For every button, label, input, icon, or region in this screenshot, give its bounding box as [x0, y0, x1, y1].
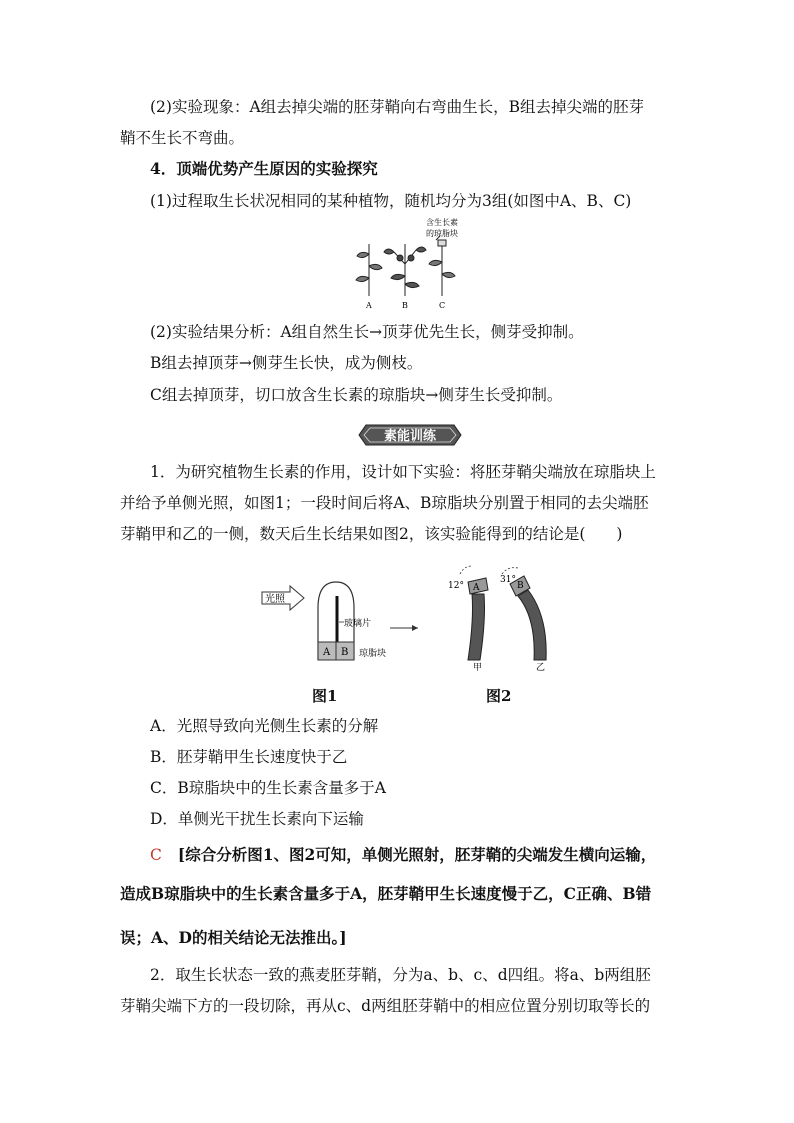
- glass-label: 玻璃片: [344, 619, 372, 629]
- plant-experiment-figure: [350, 214, 470, 314]
- section4-step2: (2)实验结果分析：A组自然生长→顶芽优先生长，侧芽受抑制。: [150, 323, 584, 341]
- figure-2-caption: 图2: [486, 687, 512, 705]
- agar-block-label-2: 的琼脂块: [426, 229, 458, 238]
- coleoptile-jia: [468, 594, 485, 660]
- fig2-block-b-label: B: [517, 581, 524, 591]
- light-label: 光照: [265, 594, 285, 605]
- answer-letter: C: [150, 846, 162, 864]
- q1-line1: 1．为研究植物生长素的作用，设计如下实验：将胚芽鞘尖端放在琼脂块上: [150, 463, 656, 481]
- angle-b-label: 31°: [500, 575, 516, 585]
- q1-line3: 芽鞘甲和乙的一侧，数天后生长结果如图2，该实验能得到的结论是( ): [120, 525, 623, 543]
- plant-label-a: A: [366, 301, 372, 310]
- fig2-block-a-label: A: [473, 583, 480, 593]
- section4-step2-b: B组去掉顶芽→侧芽生长快，成为侧枝。: [150, 354, 423, 372]
- experiment-phenomenon-line2: 鞘不生长不弯曲。: [120, 129, 245, 147]
- figure-2: [430, 560, 560, 676]
- q1-line2: 并给予单侧光照，如图1；一段时间后将A、B琼脂块分别置于相同的去尖端胚: [120, 494, 649, 512]
- section4-step2-c: C组去掉顶芽，切口放含生长素的琼脂块→侧芽生长受抑制。: [150, 386, 563, 404]
- answer-line2: 造成B琼脂块中的生长素含量多于A，胚芽鞘甲生长速度慢于乙，C正确、B错: [120, 884, 652, 903]
- q2-line2: 芽鞘尖端下方的一段切除，再从c、d两组胚芽鞘中的相应位置分别切取等长的: [120, 997, 651, 1015]
- section4-step1: (1)过程取生长状况相同的某种植物，随机均分为3组(如图中A、B、C): [150, 192, 632, 210]
- label-jia: 甲: [473, 663, 483, 673]
- experiment-phenomenon-line1: (2)实验现象：A组去掉尖端的胚芽鞘向右弯曲生长，B组去掉尖端的胚芽: [150, 98, 645, 116]
- coleoptile-yi: [518, 590, 546, 660]
- figure-1-caption: 图1: [312, 687, 338, 705]
- option-c: C．B琼脂块中的生长素含量多于A: [150, 779, 386, 797]
- plant-b: [384, 244, 426, 296]
- agar-block-label-1: 含生长素: [426, 218, 458, 227]
- figure-1: [260, 578, 420, 666]
- badge-text: 素能训练: [383, 429, 437, 444]
- option-d: D．单侧光干扰生长素向下运输: [150, 810, 364, 828]
- answer-line1: [综合分析图1、图2可知，单侧光照射，胚芽鞘的尖端发生横向运输，: [177, 845, 657, 864]
- label-yi: 乙: [536, 663, 546, 673]
- q2-line1: 2．取生长状态一致的燕麦胚芽鞘，分为a、b、c、d四组。将a、b两组胚: [150, 966, 651, 984]
- option-b: B．胚芽鞘甲生长速度快于乙: [150, 748, 348, 766]
- section-badge: [358, 424, 462, 446]
- block-a-label: A: [323, 647, 331, 658]
- plant-label-c: C: [439, 301, 446, 310]
- plant-a: [356, 244, 382, 296]
- plant-label-b: B: [402, 301, 408, 310]
- angle-a-label: 12°: [448, 581, 464, 591]
- option-a: A．光照导致向光侧生长素的分解: [150, 717, 379, 735]
- block-b-label: B: [341, 647, 349, 658]
- answer-block-line1: [150, 845, 656, 865]
- section4-heading: 4．顶端优势产生原因的实验探究: [150, 159, 378, 178]
- plant-c: [429, 236, 455, 296]
- answer-line3: 误；A、D的相关结论无法推出。]: [120, 928, 347, 947]
- agar-label: 琼脂块: [359, 649, 387, 659]
